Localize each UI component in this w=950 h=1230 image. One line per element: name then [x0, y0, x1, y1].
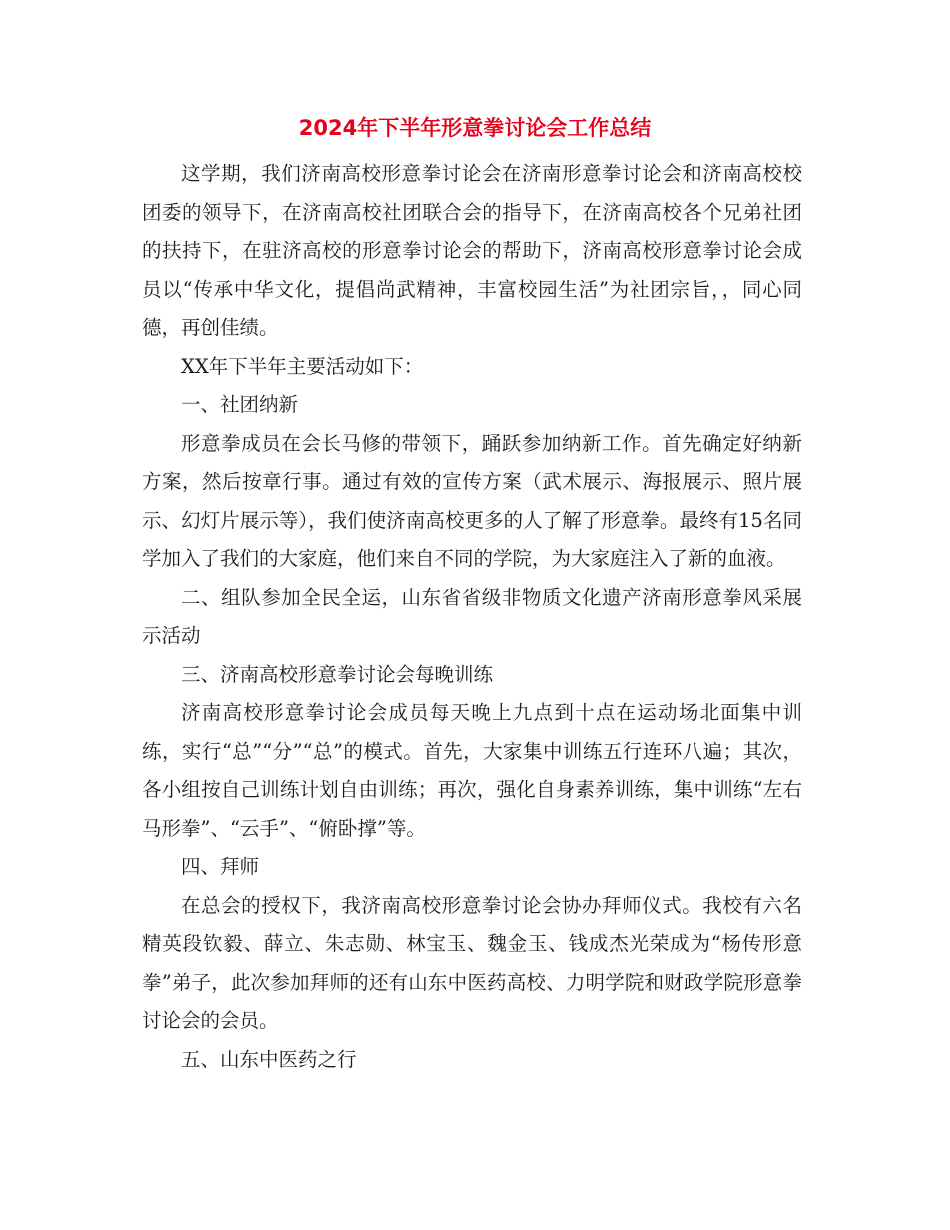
section-heading-apprenticeship: 四、拜师	[181, 855, 260, 878]
section-heading-training: 三、济南高校形意拳讨论会每晚训练	[181, 662, 494, 686]
paragraph-training: 济南高校形意拳讨论会成员每天晚上九点到十点在运动场北面集中训练，实行“总”“分”“总”的模式。首先，大家集中训练五行连环八遍；其次，各小组按自己训练计划自由训练；再次，强化自身素养训练，集中训练“左右马形拳”、“云手”、“俯卧撑”等。	[142, 701, 802, 840]
paragraph-recruitment: 形意拳成员在会长马修的带领下，踊跃参加纳新工作。首先确定好纳新方案，然后按章行事。通过有效的宣传方案（武术展示、海报展示、照片展示、幻灯片展示等），我们使济南高校更多的人了解了形意拳。最终有15名同学加入了我们的大家庭，他们来自不同的学院，为大家庭注入了新的血液。	[142, 431, 802, 570]
paragraph-activities-heading: XX年下半年主要活动如下：	[181, 354, 424, 378]
paragraph-apprenticeship: 在总会的授权下，我济南高校形意拳讨论会协办拜师仪式。我校有六名精英段钦毅、薛立、朱志勋、林宝玉、魏金玉、钱成杰光荣成为“杨传形意拳”弟子，此次参加拜师的还有山东中医药高校、力明学院和财政学院形意拳讨论会的会员。	[142, 893, 802, 1032]
paragraph-intro: 这学期，我们济南高校形意拳讨论会在济南形意拳讨论会和济南高校校团委的领导下，在济南高校社团联合会的指导下，在济南高校各个兄弟社团的扶持下，在驻济高校的形意拳讨论会的帮助下，济南高校形意拳讨论会成员以“传承中华文化，提倡尚武精神，丰富校园生活”为社团宗旨，，同心同德，再创佳绩。	[142, 162, 802, 339]
section-heading-recruitment: 一、社团纳新	[181, 393, 299, 416]
document-body	[142, 155, 802, 1079]
document-title: 2024年下半年形意拳讨论会工作总结	[298, 116, 652, 140]
section-heading-exhibition: 二、组队参加全民全运，山东省省级非物质文化遗产济南形意拳风采展示活动	[142, 585, 802, 647]
section-heading-trip: 五、山东中医药之行	[181, 1047, 357, 1071]
